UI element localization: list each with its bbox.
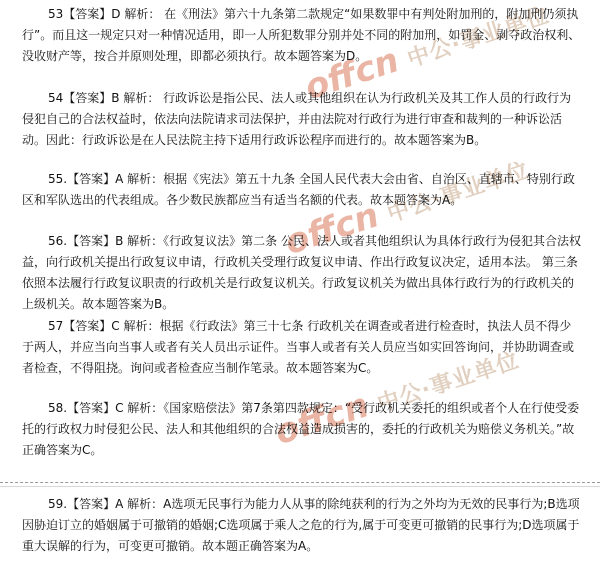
answer-text: 58.【答案】C 解析：《国家赔偿法》第7条第四款规定：“受行政机关委托的组织或者个人在行使受委托的行政权力时侵犯公民、法人和其他组织的合法权益造成损害的，委托的行政机关为赔偿义务机关。”故正确答案为C。 [22,401,580,457]
answer-text: 55.【答案】A 解析：根据《宪法》第五十九条 全国人民代表大会由省、自治区、直辖市、特别行政区和军队选出的代表组成。各少数民族都应当有适当名额的代表。故本题答案为A。 [22,172,575,207]
answer-56 [22,231,582,315]
watermark-text: 中公·事业单位 [374,348,523,418]
answer-55 [22,169,582,211]
watermark-text: 中公·事业单位 [384,158,533,228]
watermark-logo: offcn [300,40,404,109]
watermark-logo: offcn [280,195,384,264]
watermark-logo: offcn [270,385,374,454]
answer-53 [22,4,582,67]
answer-text: 54【答案】B 解析： 行政诉讼是指公民、法人或其他组织在认为行政机关及其工作人员的行政行为侵犯自己的合法权益时，依法向法院请求司法保护，并由法院对行政行为进行审查和裁判的一种诉讼活动。因此：行政诉讼是在人民法院主持下适用行政诉讼程序而进行的。故本题答案为B。 [22,91,572,147]
answer-text: 53【答案】D 解析： 在《刑法》第六十九条第二款规定“如果数罪中有判处附加刑的，附加刑仍须执行”。而且这一规定只对一种情况适用，即一人所犯数罪分别并处不同的附加刑，如罚金、剥夺政治权利、没收财产等，按合并原则处理，即都必须执行。故本题答案为D。 [22,7,581,63]
answer-text: 56.【答案】B 解析：《行政复议法》第二条 公民、法人或者其他组织认为具体行政行为侵犯其合法权益，向行政机关提出行政复议申请，行政机关受理行政复议申请、作出行政复议决定，适用本法。 第三条 依照本法履行行政复议职责的行政机关是行政复议机关。行政复议机关为做出具体行政行为的行政机关的上级机关。故本题答案为B。 [22,234,581,311]
answer-text: 59.【答案】A 解析：A选项无民事行为能力人从事的除纯获利的行为之外均为无效的民事行为;B选项因胁迫订立的婚姻属于可撤销的婚姻;C选项属于乘人之危的行为,属于可变更可撤销的民事行为;D选项属于重大误解的行为，可变更可撤销。故本题正确答案为A。 [22,497,580,553]
answer-text: 57【答案】C 解析：根据《行政法》第三十七条 行政机关在调查或者进行检查时，执法人员不得少于两人，并应当向当事人或者有关人员出示证件。当事人或者有关人员应当如实回答询问，并协助调查或者检查，不得阻挠。询问或者检查应当制作笔录。故本题答案为C。 [22,319,575,375]
watermark-text: 中公·事业单位 [404,3,553,73]
page-break-divider [0,482,600,483]
answer-58 [22,398,582,461]
answer-54 [22,88,582,151]
page-break-divider [0,486,600,487]
answer-59 [22,494,582,557]
answer-57 [22,316,582,379]
